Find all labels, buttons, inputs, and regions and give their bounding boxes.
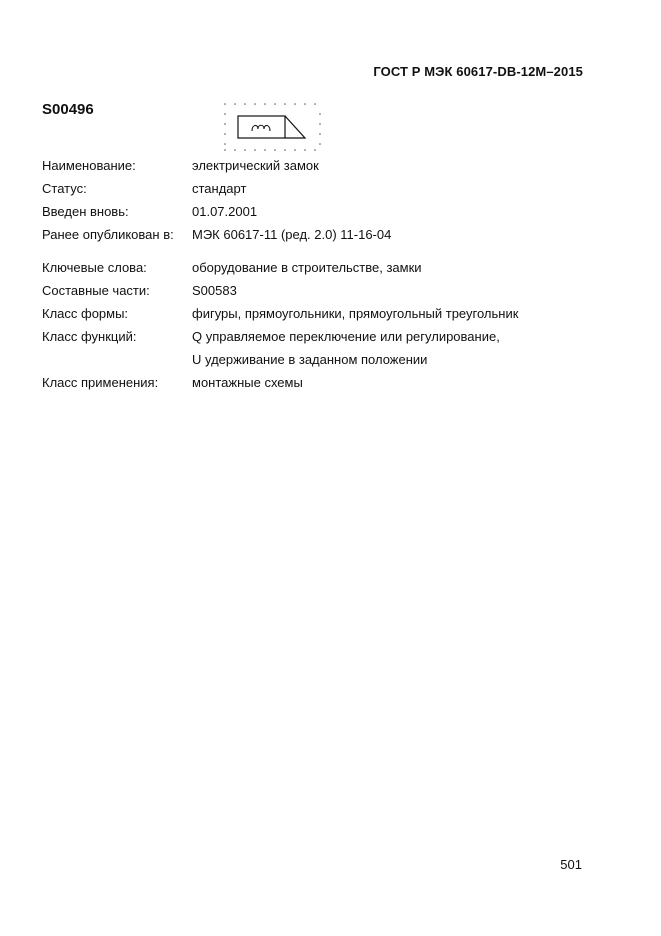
property-value: стандарт xyxy=(192,181,247,196)
property-label: Наименование: xyxy=(42,158,136,173)
property-row-components xyxy=(42,279,518,302)
symbol-id: S00496 xyxy=(42,101,94,118)
property-value: оборудование в строительстве, замки xyxy=(192,260,422,275)
property-label: Класс применения: xyxy=(42,375,159,390)
property-value: 01.07.2001 xyxy=(192,204,258,219)
property-label: Составные части: xyxy=(42,283,150,298)
symbol-rectangle xyxy=(238,116,285,138)
property-label: Введен вновь: xyxy=(42,204,129,219)
property-label: Класс функций: xyxy=(42,329,137,344)
property-label: Статус: xyxy=(42,181,87,196)
property-label xyxy=(42,348,192,371)
property-row-keywords xyxy=(42,256,518,279)
property-label: Класс формы: xyxy=(42,306,129,321)
property-row-function-class xyxy=(42,325,518,348)
symbol-properties-table xyxy=(42,154,518,394)
property-row-shape-class xyxy=(42,302,518,325)
symbol-winding-loops xyxy=(252,125,270,131)
property-value: S00583 xyxy=(192,283,237,298)
property-row-previously-published xyxy=(42,223,518,246)
property-label: Ключевые слова: xyxy=(42,260,147,275)
electric-lock-symbol-graphic xyxy=(222,100,322,156)
property-value: монтажные схемы xyxy=(192,375,303,390)
property-value: фигуры, прямоугольники, прямоугольный треугольник xyxy=(192,306,519,321)
property-row-name xyxy=(42,154,518,177)
document-header-code: ГОСТ Р МЭК 60617-DB-12M–2015 xyxy=(373,64,583,79)
symbol-right-triangle xyxy=(285,116,305,138)
property-row-application-class xyxy=(42,371,518,394)
property-row-function-class-continued xyxy=(42,348,518,371)
property-value: U удерживание в заданном положении xyxy=(192,352,428,367)
property-value: Q управляемое переключение или регулирование, xyxy=(192,329,500,344)
property-row-status xyxy=(42,177,518,200)
property-value: МЭК 60617-11 (ред. 2.0) 11-16-04 xyxy=(192,227,392,242)
page-number: 501 xyxy=(560,857,582,872)
symbol-grid-dots xyxy=(224,103,321,151)
property-label: Ранее опубликован в: xyxy=(42,227,174,242)
property-row-introduced xyxy=(42,200,518,223)
property-value: электрический замок xyxy=(192,158,319,173)
